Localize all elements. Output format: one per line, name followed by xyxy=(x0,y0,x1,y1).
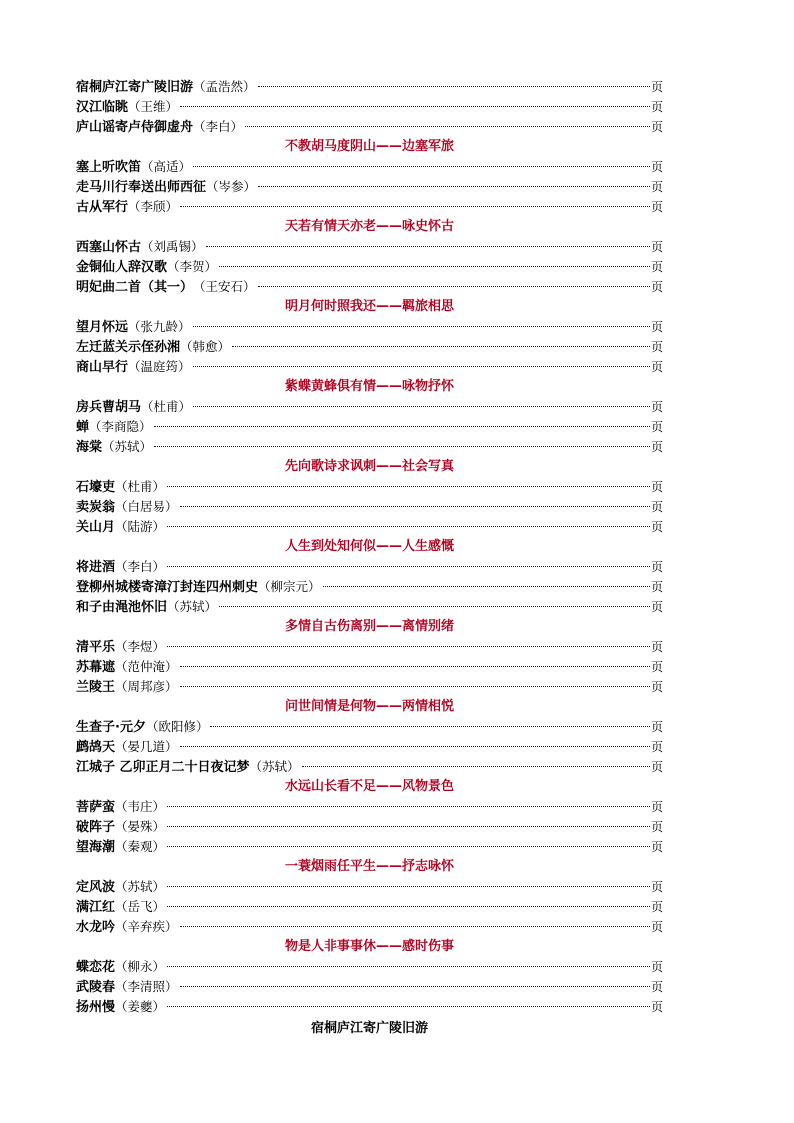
dot-leader xyxy=(180,926,650,927)
toc-entry-page-label: 页 xyxy=(650,100,663,114)
toc-entry-title: 破阵子 xyxy=(76,820,116,835)
toc-entry-page-label: 页 xyxy=(650,160,663,174)
toc-entry-title: 望月怀远 xyxy=(76,320,129,335)
toc-entry[interactable] xyxy=(76,737,663,757)
toc-entry-page-label: 页 xyxy=(650,420,663,434)
toc-entry-author: （陆游） xyxy=(115,519,166,534)
dot-leader xyxy=(180,206,650,207)
toc-entry-author: （李贺） xyxy=(167,259,218,274)
toc-entry-title: 走马川行奉送出师西征 xyxy=(76,180,207,195)
toc-entry-page-label: 页 xyxy=(650,340,663,354)
dot-leader xyxy=(258,286,650,287)
toc-entry-title: 明妃曲二首（其一） xyxy=(76,280,194,295)
toc-entry[interactable] xyxy=(76,577,663,597)
dot-leader xyxy=(193,166,650,167)
dot-leader xyxy=(180,666,650,667)
toc-entry-author: （柳宗元） xyxy=(258,579,321,594)
toc-section-heading: 紫蝶黄蜂俱有情——咏物抒怀 xyxy=(284,379,454,394)
toc-entry-title: 水龙吟 xyxy=(76,920,116,935)
toc-entry-author: （欧阳修） xyxy=(145,719,209,734)
toc-entry-page-label: 页 xyxy=(650,260,663,274)
toc-entry-author: （岑参） xyxy=(206,179,257,194)
toc-entry-author: （韦庄） xyxy=(115,799,166,814)
toc-entry-page-label: 页 xyxy=(650,1000,663,1014)
toc-entry-page-label: 页 xyxy=(650,440,663,454)
toc-entry[interactable] xyxy=(76,557,663,577)
dot-leader xyxy=(154,446,650,447)
toc-entry[interactable] xyxy=(76,897,663,917)
toc-entry-title: 左迁蓝关示侄孙湘 xyxy=(76,340,181,355)
toc-entry-author: （王安石） xyxy=(193,279,256,294)
toc-entry-author: （周邦彦） xyxy=(115,679,178,694)
toc-entry[interactable] xyxy=(76,997,663,1017)
toc-entry-author: （苏轼） xyxy=(115,879,166,894)
dot-leader xyxy=(180,506,650,507)
toc-entry[interactable] xyxy=(76,357,663,377)
toc-entry[interactable] xyxy=(76,177,663,197)
toc-entry-author: （苏轼） xyxy=(167,599,218,614)
toc-entry-title: 塞上听吹笛 xyxy=(76,160,142,175)
toc-entry-page-label: 页 xyxy=(650,800,663,814)
dot-leader xyxy=(167,846,650,847)
toc-entry-title: 古从军行 xyxy=(76,200,129,215)
toc-entry-page-label: 页 xyxy=(650,680,663,694)
dot-leader xyxy=(245,126,650,127)
dot-leader xyxy=(302,766,650,767)
toc-entry[interactable] xyxy=(76,817,663,837)
toc-entry-author: （高适） xyxy=(141,159,192,174)
toc-entry-author: （姜夔） xyxy=(115,999,166,1014)
toc-entry-title: 苏幕遮 xyxy=(76,660,116,675)
toc-entry[interactable] xyxy=(76,957,663,977)
toc-entry-title: 蝉 xyxy=(76,420,90,435)
toc-entry-page-label: 页 xyxy=(650,600,663,614)
toc-entry[interactable] xyxy=(76,197,663,217)
toc-section-heading: 水远山长看不足——风物景色 xyxy=(284,779,454,794)
toc-entry-author: （李清照） xyxy=(115,979,178,994)
dot-leader xyxy=(167,566,650,567)
dot-leader xyxy=(210,726,650,727)
dot-leader xyxy=(206,246,650,247)
toc-entry[interactable] xyxy=(76,77,663,97)
toc-entry-author: （秦观） xyxy=(115,839,166,854)
toc-entry-page-label: 页 xyxy=(650,760,663,774)
dot-leader xyxy=(167,886,650,887)
toc-entry-page-label: 页 xyxy=(650,280,663,294)
toc-entry-page-label: 页 xyxy=(650,720,663,734)
toc-entry-title: 汉江临眺 xyxy=(76,100,129,115)
toc-entry-title: 庐山谣寄卢侍御虚舟 xyxy=(76,120,194,135)
toc-entry-page-label: 页 xyxy=(650,500,663,514)
toc-entry-title: 望海潮 xyxy=(76,840,116,855)
toc-section-heading: 问世间情是何物——两情相悦 xyxy=(284,699,454,714)
toc-entry-title: 宿桐庐江寄广陵旧游 xyxy=(76,80,194,95)
toc-entry-author: （李商隐） xyxy=(89,419,152,434)
toc-entry-title: 商山早行 xyxy=(76,360,129,375)
toc-entry-author: （李白） xyxy=(193,119,244,134)
toc-entry-author: （杜甫） xyxy=(115,479,166,494)
toc-entry-page-label: 页 xyxy=(650,980,663,994)
toc-entry-author: （李煜） xyxy=(115,639,166,654)
toc-entry-page-label: 页 xyxy=(650,320,663,334)
toc-entry-author: （苏轼） xyxy=(249,759,300,774)
dot-leader xyxy=(193,326,650,327)
toc-entry[interactable] xyxy=(76,917,663,937)
toc-entry[interactable] xyxy=(76,117,663,137)
toc-entry[interactable] xyxy=(76,977,663,997)
dot-leader xyxy=(219,606,650,607)
toc-section-heading: 天若有情天亦老——咏史怀古 xyxy=(284,219,454,234)
toc-entry[interactable] xyxy=(76,317,663,337)
toc-entry[interactable] xyxy=(76,337,663,357)
toc-entry-page-label: 页 xyxy=(650,880,663,894)
toc-section-heading: 一蓑烟雨任平生——抒志咏怀 xyxy=(284,859,454,874)
toc-entry-author: （张九龄） xyxy=(128,319,191,334)
toc-entry-page-label: 页 xyxy=(650,640,663,654)
toc-entry-page-label: 页 xyxy=(650,400,663,414)
dot-leader xyxy=(180,986,650,987)
toc-entry-page-label: 页 xyxy=(650,360,663,374)
toc-entry-author: （晏几道） xyxy=(115,739,178,754)
toc-entry[interactable] xyxy=(76,717,663,737)
toc-section-heading: 先向歌诗求讽刺——社会写真 xyxy=(284,459,454,474)
toc-entry-page-label: 页 xyxy=(650,660,663,674)
toc-entry[interactable] xyxy=(76,517,663,537)
toc-entry-title: 卖炭翁 xyxy=(76,500,116,515)
toc-entry[interactable] xyxy=(76,417,663,437)
toc-entry-title: 清平乐 xyxy=(76,640,116,655)
dot-leader xyxy=(180,746,650,747)
toc-section-heading: 物是人非事事休——感时伤事 xyxy=(284,939,454,954)
dot-leader xyxy=(219,266,650,267)
toc-entry-page-label: 页 xyxy=(650,900,663,914)
dot-leader xyxy=(167,1006,650,1007)
toc-entry-author: （苏轼） xyxy=(102,439,153,454)
toc-entry[interactable] xyxy=(76,477,663,497)
toc-entry-page-label: 页 xyxy=(650,480,663,494)
dot-leader xyxy=(167,906,650,907)
toc-entry-page-label: 页 xyxy=(650,920,663,934)
dot-leader xyxy=(323,586,650,587)
toc-entry[interactable] xyxy=(76,797,663,817)
toc-entry[interactable] xyxy=(76,757,663,777)
toc-entry-author: （晏殊） xyxy=(115,819,166,834)
toc-entry[interactable] xyxy=(76,97,663,117)
toc-entry-title: 鹧鸪天 xyxy=(76,740,116,755)
toc-section-heading: 明月何时照我还——羁旅相思 xyxy=(284,299,454,314)
dot-leader xyxy=(258,86,650,87)
toc-entry-page-label: 页 xyxy=(650,520,663,534)
toc-entry-author: （杜甫） xyxy=(141,399,192,414)
toc-entry-title: 金铜仙人辞汉歌 xyxy=(76,260,168,275)
toc-entry-title: 生查子·元夕 xyxy=(76,720,146,735)
dot-leader xyxy=(180,106,650,107)
toc-section-heading: 多情自古伤离别——离情别绪 xyxy=(284,619,454,634)
toc-entry-title: 定风波 xyxy=(76,880,116,895)
toc-entry[interactable] xyxy=(76,157,663,177)
toc-entry-author: （刘禹锡） xyxy=(141,239,204,254)
toc-entry-author: （李颀） xyxy=(128,199,179,214)
toc-entry[interactable] xyxy=(76,597,663,617)
toc-section-heading: 人生到处知何似——人生感慨 xyxy=(284,539,454,554)
toc-entry-page-label: 页 xyxy=(650,820,663,834)
toc-entry-page-label: 页 xyxy=(650,240,663,254)
toc-entry-page-label: 页 xyxy=(650,180,663,194)
toc-entry-author: （辛弃疾） xyxy=(115,919,178,934)
toc-entry[interactable] xyxy=(76,257,663,277)
dot-leader xyxy=(167,526,650,527)
toc-entry-page-label: 页 xyxy=(650,740,663,754)
toc-entry-page-label: 页 xyxy=(650,960,663,974)
toc-entry-title: 菩萨蛮 xyxy=(76,800,116,815)
toc-entry-title: 蝶恋花 xyxy=(76,960,116,975)
toc-entry-title: 满江红 xyxy=(76,900,116,915)
toc-entry[interactable] xyxy=(76,437,663,457)
dot-leader xyxy=(167,646,650,647)
toc-entry[interactable] xyxy=(76,877,663,897)
dot-leader xyxy=(180,686,650,687)
dot-leader xyxy=(154,426,650,427)
toc-entry-title: 和子由渑池怀旧 xyxy=(76,600,168,615)
toc-entry-title: 关山月 xyxy=(76,520,116,535)
dot-leader xyxy=(193,366,650,367)
dot-leader xyxy=(167,966,650,967)
toc-entry-page-label: 页 xyxy=(650,580,663,594)
dot-leader xyxy=(167,826,650,827)
toc-entry-page-label: 页 xyxy=(650,200,663,214)
toc-entry-author: （王维） xyxy=(128,99,179,114)
dot-leader xyxy=(193,406,650,407)
toc-entry[interactable] xyxy=(76,637,663,657)
toc-section-heading: 不教胡马度阴山——边塞军旅 xyxy=(284,139,454,154)
toc-entry-title: 兰陵王 xyxy=(76,680,116,695)
footer-poem-title: 宿桐庐江寄广陵旧游 xyxy=(310,1021,428,1036)
toc-entry-author: （韩愈） xyxy=(180,339,231,354)
toc-entry-author: （柳永） xyxy=(115,959,166,974)
toc-entry[interactable] xyxy=(76,277,663,297)
toc-entry-author: （范仲淹） xyxy=(115,659,178,674)
toc-entry-title: 扬州慢 xyxy=(76,1000,116,1015)
toc-entry-title: 房兵曹胡马 xyxy=(76,400,142,415)
toc-entry[interactable] xyxy=(76,837,663,857)
dot-leader xyxy=(232,346,650,347)
toc-entry-title: 将进酒 xyxy=(76,560,116,575)
toc-entry[interactable] xyxy=(76,237,663,257)
dot-leader xyxy=(167,486,650,487)
toc-entry[interactable] xyxy=(76,677,663,697)
toc-entry-title: 武陵春 xyxy=(76,980,116,995)
toc-entry-title: 江城子 乙卯正月二十日夜记梦 xyxy=(76,760,250,775)
toc-entry-author: （孟浩然） xyxy=(193,79,256,94)
toc-entry[interactable] xyxy=(76,497,663,517)
dot-leader xyxy=(167,806,650,807)
toc-entry-page-label: 页 xyxy=(650,560,663,574)
toc-entry-page-label: 页 xyxy=(650,840,663,854)
toc-entry-author: （白居易） xyxy=(115,499,178,514)
toc-entry-title: 石壕吏 xyxy=(76,480,116,495)
toc-entry-page-label: 页 xyxy=(650,120,663,134)
toc-entry-page-label: 页 xyxy=(650,80,663,94)
toc-entry-author: （岳飞） xyxy=(115,899,166,914)
toc-entry-title: 登柳州城楼寄漳汀封连四州刺史 xyxy=(76,580,259,595)
table-of-contents xyxy=(76,77,663,1039)
toc-entry-author: （温庭筠） xyxy=(128,359,191,374)
toc-entry[interactable] xyxy=(76,657,663,677)
toc-entry-title: 海棠 xyxy=(76,440,103,455)
toc-entry-author: （李白） xyxy=(115,559,166,574)
toc-entry-title: 西塞山怀古 xyxy=(76,240,142,255)
toc-entry[interactable] xyxy=(76,397,663,417)
dot-leader xyxy=(258,186,650,187)
